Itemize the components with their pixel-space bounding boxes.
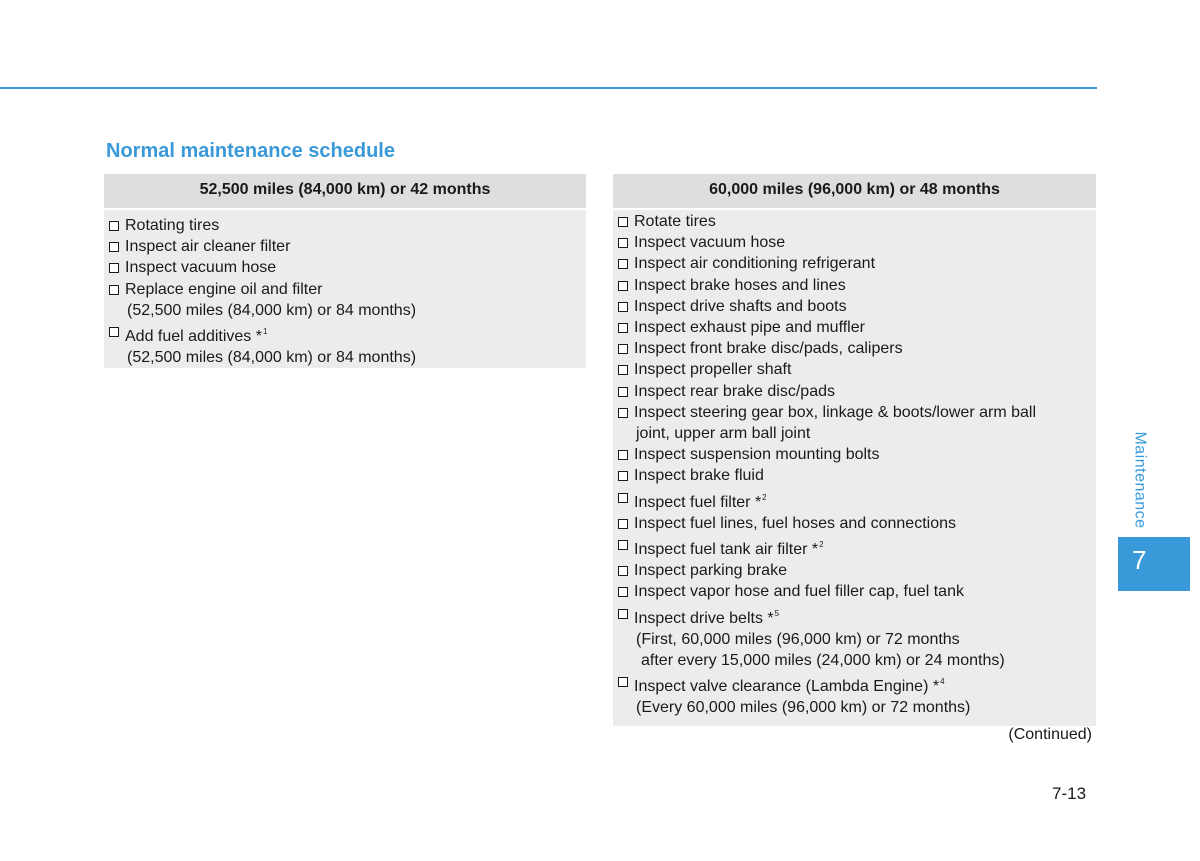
checkbox-icon	[618, 540, 628, 550]
checklist-item-text	[634, 444, 1092, 465]
checklist-item	[108, 215, 582, 236]
item-label: Inspect air cleaner filter	[125, 238, 291, 256]
item-label: Inspect fuel filter *	[634, 493, 762, 511]
checkbox-icon	[618, 217, 628, 227]
checkbox-icon	[618, 587, 628, 597]
item-label: Inspect parking brake	[634, 562, 787, 580]
checklist-item	[617, 465, 1092, 486]
checkbox-icon	[618, 471, 628, 481]
checklist-item	[617, 581, 1092, 602]
chapter-number-tab	[1118, 537, 1190, 591]
checkbox-icon	[618, 450, 628, 460]
item-label: Inspect fuel lines, fuel hoses and connections	[634, 514, 956, 532]
checklist-item	[617, 603, 1092, 629]
footnote-marker: 2	[762, 492, 767, 502]
checkbox-icon	[618, 302, 628, 312]
checklist-item	[108, 236, 582, 257]
checklist-item-text	[634, 211, 1092, 232]
right-panel-header: 60,000 miles (96,000 km) or 48 months	[613, 174, 1096, 210]
footnote-marker: 1	[262, 327, 268, 337]
checklist-item	[617, 253, 1092, 274]
checklist-item	[617, 534, 1092, 560]
checklist-item	[617, 487, 1092, 513]
right-panel-list	[613, 210, 1096, 753]
item-label: Inspect exhaust pipe and muffler	[634, 319, 865, 337]
left-panel-header: 52,500 miles (84,000 km) or 42 months	[104, 174, 586, 210]
checkbox-icon	[109, 263, 119, 273]
checklist-item-text	[125, 257, 582, 278]
item-label: Inspect vacuum hose	[125, 259, 277, 277]
page-number: 7-13	[1052, 784, 1087, 803]
item-label: Add fuel additives *	[125, 328, 262, 346]
checklist-item-text	[634, 534, 1092, 560]
item-label: Inspect air conditioning refrigerant	[634, 255, 876, 273]
checklist-item	[108, 257, 582, 278]
checklist-item-text	[634, 513, 1092, 534]
checklist-item-text	[125, 236, 582, 257]
checklist-item	[617, 232, 1092, 253]
checklist-item	[108, 321, 582, 347]
item-detail: (Every 60,000 miles (96,000 km) or 72 months)	[636, 699, 971, 717]
item-detail: (52,500 miles (84,000 km) or 84 months)	[127, 349, 417, 367]
checklist-item	[108, 279, 582, 300]
footnote-marker: 4	[940, 677, 945, 687]
item-label: Inspect vapor hose and fuel filler cap, fuel tank	[634, 583, 964, 601]
item-label: Inspect drive belts *	[634, 609, 774, 627]
checklist-item-text	[634, 581, 1092, 602]
item-label: Inspect vacuum hose	[634, 234, 786, 252]
item-label: Inspect rear brake disc/pads	[634, 382, 835, 400]
checkbox-icon	[618, 344, 628, 354]
checklist-item-text	[125, 321, 582, 347]
continued-note: (Continued)	[1008, 725, 1092, 743]
checklist-item-text	[125, 279, 582, 300]
checklist-item-text	[634, 232, 1092, 253]
checklist-item	[617, 671, 1092, 697]
item-label: Inspect brake fluid	[634, 467, 764, 485]
footnote-marker: 5	[774, 608, 780, 618]
checklist-item-text	[634, 338, 1092, 359]
chapter-number: 7	[1132, 545, 1147, 575]
checklist-item-text	[125, 215, 582, 236]
item-label: Inspect steering gear box, linkage & boots/lower arm ball	[634, 403, 1036, 421]
checklist-item	[617, 381, 1092, 402]
checklist-item-text	[634, 603, 1092, 629]
footnote-marker: 2	[819, 540, 824, 550]
item-label: Inspect brake hoses and lines	[634, 276, 846, 294]
checkbox-icon	[618, 387, 628, 397]
checklist-item-text	[634, 275, 1092, 296]
checklist-item	[617, 359, 1092, 380]
item-label: Rotating tires	[125, 217, 220, 234]
checklist-item-text	[634, 317, 1092, 338]
checkbox-icon	[618, 323, 628, 333]
checklist-item-text	[634, 560, 1092, 581]
checkbox-icon	[618, 259, 628, 269]
checkbox-icon	[618, 609, 628, 619]
item-label: Replace engine oil and filter	[125, 280, 323, 298]
checklist-item	[617, 275, 1092, 296]
item-label: Inspect suspension mounting bolts	[634, 446, 880, 464]
checklist-item-text	[634, 359, 1092, 380]
item-detail: (First, 60,000 miles (96,000 km) or 72 months	[636, 630, 960, 648]
checklist-item	[617, 211, 1092, 232]
checkbox-icon	[618, 238, 628, 248]
checkbox-icon	[618, 519, 628, 529]
checklist-item-text	[634, 402, 1092, 423]
item-label: Inspect propeller shaft	[634, 361, 792, 379]
checklist-item	[617, 296, 1092, 317]
checkbox-icon	[109, 327, 119, 337]
checkbox-icon	[109, 221, 119, 231]
item-label: Rotate tires	[634, 213, 716, 230]
checkbox-icon	[618, 493, 628, 503]
checkbox-icon	[618, 566, 628, 576]
item-label: Inspect fuel tank air filter *	[634, 541, 819, 559]
checkbox-icon	[109, 242, 119, 252]
checklist-item-text	[634, 465, 1092, 486]
checklist-item	[617, 338, 1092, 359]
section-title: Normal maintenance schedule	[106, 140, 395, 162]
item-detail: after every 15,000 miles (24,000 km) or 24 months)	[641, 652, 1005, 670]
top-rule	[0, 87, 1097, 89]
right-schedule-panel	[613, 174, 1096, 743]
checklist-item-text	[634, 487, 1092, 513]
checklist-item-text	[634, 296, 1092, 317]
item-label: Inspect valve clearance (Lambda Engine) *	[634, 678, 940, 696]
checklist-item-text	[634, 253, 1092, 274]
checklist-item	[617, 317, 1092, 338]
checklist-item	[617, 444, 1092, 465]
checkbox-icon	[618, 408, 628, 418]
left-panel-list	[104, 210, 586, 376]
item-label: Inspect drive shafts and boots	[634, 297, 847, 315]
checkbox-icon	[618, 365, 628, 375]
item-detail: joint, upper arm ball joint	[636, 425, 811, 443]
left-schedule-panel	[104, 174, 586, 368]
checklist-item	[617, 513, 1092, 534]
checkbox-icon	[618, 281, 628, 291]
chapter-side-label	[1118, 426, 1162, 534]
checklist-item	[617, 402, 1092, 423]
chapter-label-text: Maintenance	[1132, 431, 1149, 529]
checklist-item-text	[634, 381, 1092, 402]
item-label: Inspect front brake disc/pads, calipers	[634, 340, 903, 358]
checklist-item	[617, 560, 1092, 581]
checklist-item-text	[634, 671, 1092, 697]
checkbox-icon	[618, 677, 628, 687]
checkbox-icon	[109, 285, 119, 295]
item-detail: (52,500 miles (84,000 km) or 84 months)	[127, 301, 417, 319]
